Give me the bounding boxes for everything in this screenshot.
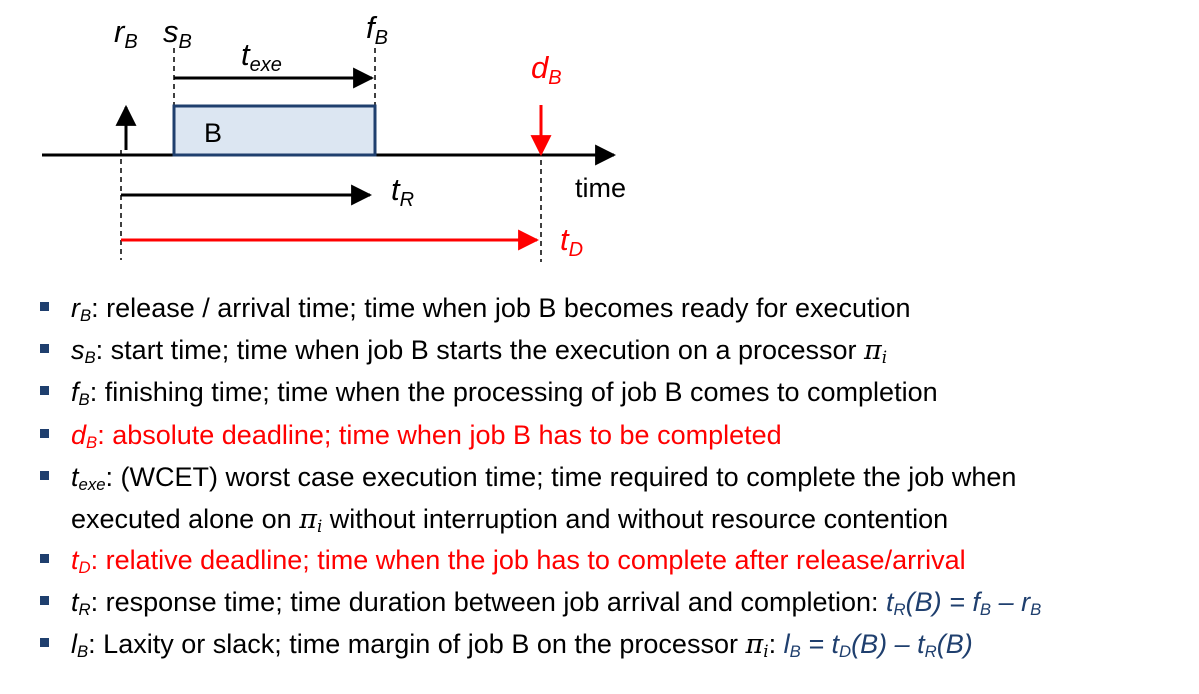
definition-text-line2-end: without interruption and without resource contention <box>322 503 949 534</box>
symbol: $s_B$ <box>71 335 96 368</box>
symbol: $t_{exe}$ <box>71 461 106 494</box>
processor-symbol: $\pi_i$ <box>864 335 888 368</box>
definition-texe <box>40 460 1190 543</box>
definition-sB <box>40 333 1190 375</box>
definition-rB <box>40 291 1190 333</box>
definition-text: : (WCET) worst case execution time; time required to complete the job when <box>105 461 1017 492</box>
definition-fB <box>40 375 1190 417</box>
bullet-icon <box>40 596 49 605</box>
definition-text: : Laxity or slack; time margin of job B on the processor <box>88 629 746 660</box>
definition-text: : start time; time when job B starts the execution on a processor <box>95 335 865 366</box>
bullet-icon <box>40 471 49 480</box>
job-label: B <box>204 118 223 148</box>
symbol: $f_B$ <box>71 377 90 410</box>
bullet-icon <box>40 302 49 311</box>
definition-text-line2: executed alone on <box>71 503 300 534</box>
definition-text: : absolute deadline; time when job B has to be completed <box>97 419 782 450</box>
label-tR: tR <box>391 172 415 211</box>
definitions-list <box>40 291 1190 670</box>
bullet-icon <box>40 554 49 563</box>
bullet-icon <box>40 638 49 647</box>
definition-text: : relative deadline; time when the job has to complete after release/arrival <box>90 545 966 576</box>
bullet-icon <box>40 386 49 395</box>
formula-lB: $l_B = t_D(B) - t_R(B)$ <box>783 629 973 662</box>
definition-lB <box>40 627 1190 669</box>
label-time: time <box>575 173 627 203</box>
definition-text: : finishing time; time when the processing of job B comes to completion <box>89 377 938 408</box>
definition-tR <box>40 585 1190 627</box>
label-texe: texe <box>241 37 282 76</box>
definition-tD <box>40 543 1190 585</box>
symbol: $l_B$ <box>71 629 89 662</box>
symbol: $r_B$ <box>71 293 92 326</box>
processor-symbol: $\pi_i$ <box>745 629 769 662</box>
label-fB: fB <box>366 10 388 49</box>
formula-tR: $t_R(B) = f_B - r_B$ <box>886 587 1042 620</box>
timing-diagram <box>0 0 1199 290</box>
definition-text: : response time; time duration between job arrival and completion: <box>90 587 887 618</box>
label-sB: sB <box>163 14 192 53</box>
definition-text: : release / arrival time; time when job B becomes ready for execution <box>91 293 911 323</box>
label-dB: dB <box>531 50 562 89</box>
processor-symbol: $\pi_i$ <box>299 503 323 537</box>
bullet-icon <box>40 344 49 353</box>
label-rB: rB <box>114 14 138 53</box>
label-tD: tD <box>560 222 584 261</box>
symbol: $t_R$ <box>71 587 91 620</box>
definition-dB <box>40 418 1190 460</box>
symbol: $t_D$ <box>71 545 91 578</box>
symbol: $d_B$ <box>71 419 98 452</box>
bullet-icon <box>40 429 49 438</box>
definition-text-colon: : <box>768 629 784 660</box>
